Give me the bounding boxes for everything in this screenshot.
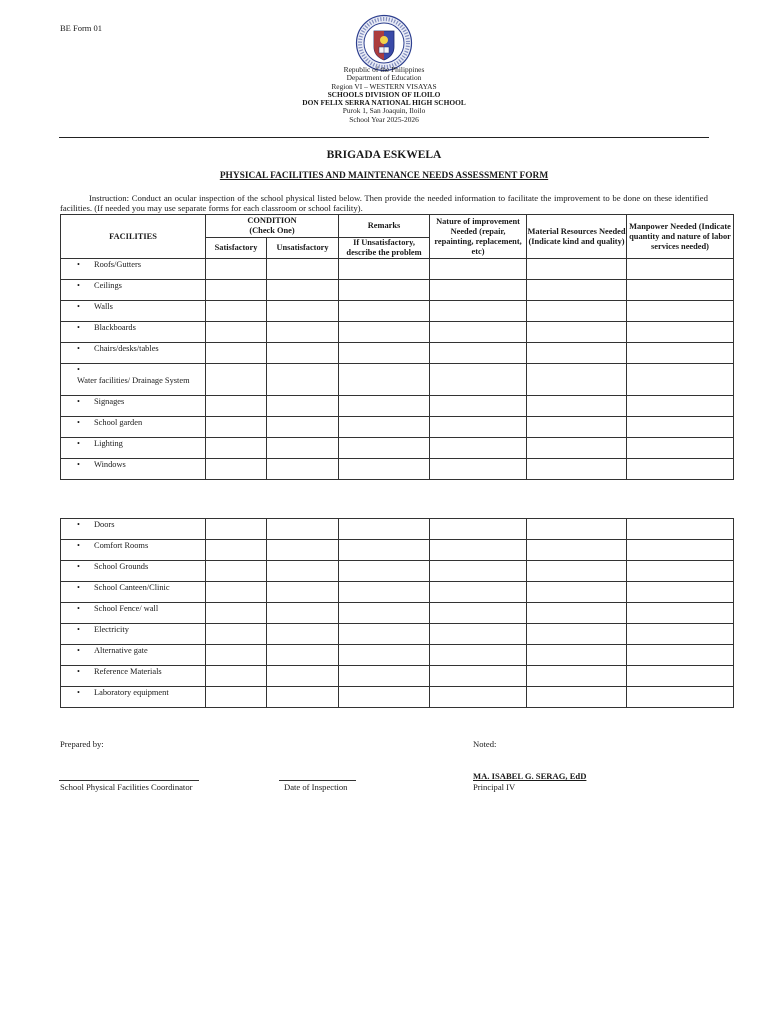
unsatisfactory-cell[interactable] — [267, 687, 339, 708]
principal-title: Principal IV — [473, 782, 516, 792]
manpower-cell[interactable] — [627, 519, 734, 540]
facility-cell — [61, 259, 206, 280]
facility-label: Alternative gate — [94, 646, 148, 655]
unsatisfactory-cell[interactable] — [267, 582, 339, 603]
facility-cell — [61, 519, 206, 540]
manpower-cell[interactable] — [627, 396, 734, 417]
table-row — [61, 582, 734, 603]
facility-label: School Grounds — [94, 562, 149, 571]
satisfactory-cell[interactable] — [206, 603, 267, 624]
facility-label: Water facilities/ Drainage System — [77, 376, 190, 385]
nature-cell[interactable] — [430, 561, 527, 582]
facilities-header: FACILITIES — [61, 215, 206, 259]
facility-label: Reference Materials — [94, 667, 162, 676]
facility-label: Signages — [94, 397, 125, 406]
table-row — [61, 301, 734, 322]
remarks-cell[interactable] — [339, 322, 430, 343]
satisfactory-cell[interactable] — [206, 624, 267, 645]
facility-label: Comfort Rooms — [94, 541, 149, 550]
header-divider — [59, 137, 709, 138]
date-signature-line[interactable] — [279, 780, 356, 781]
remarks-cell[interactable] — [339, 687, 430, 708]
deped-seal-icon — [355, 14, 413, 72]
manpower-cell[interactable] — [627, 624, 734, 645]
material-cell[interactable] — [527, 301, 627, 322]
bullet-icon: • — [77, 397, 80, 406]
remarks-header: Remarks — [339, 215, 430, 238]
bullet-icon: • — [77, 439, 80, 448]
material-cell[interactable] — [527, 540, 627, 561]
satisfactory-cell[interactable] — [206, 280, 267, 301]
satisfactory-cell[interactable] — [206, 301, 267, 322]
bullet-icon: • — [77, 323, 80, 332]
coordinator-signature-line[interactable] — [59, 780, 199, 781]
nature-cell[interactable] — [430, 624, 527, 645]
material-cell[interactable] — [527, 666, 627, 687]
facility-cell — [61, 459, 206, 480]
principal-name: MA. ISABEL G. SERAG, EdD — [473, 771, 587, 781]
bullet-icon: • — [77, 667, 80, 676]
remarks-cell[interactable] — [339, 561, 430, 582]
satisfactory-cell[interactable] — [206, 438, 267, 459]
unsatisfactory-cell[interactable] — [267, 364, 339, 396]
manpower-cell[interactable] — [627, 540, 734, 561]
condition-note: (Check One) — [249, 226, 295, 235]
unsatisfactory-cell[interactable] — [267, 322, 339, 343]
remarks-cell[interactable] — [339, 280, 430, 301]
bullet-icon: • — [77, 418, 80, 427]
bullet-icon: • — [77, 604, 80, 613]
nature-cell[interactable] — [430, 459, 527, 480]
satisfactory-cell[interactable] — [206, 417, 267, 438]
facility-cell — [61, 364, 206, 396]
nature-cell[interactable] — [430, 322, 527, 343]
satisfactory-cell[interactable] — [206, 687, 267, 708]
condition-header — [206, 215, 339, 238]
region-line: Region VI – WESTERN VISAYAS — [331, 81, 437, 91]
remarks-cell[interactable] — [339, 417, 430, 438]
facility-label: School garden — [94, 418, 143, 427]
nature-cell[interactable] — [430, 666, 527, 687]
satisfactory-cell[interactable] — [206, 343, 267, 364]
bullet-icon: • — [77, 688, 80, 697]
satisfactory-cell[interactable] — [206, 582, 267, 603]
facility-label: Ceilings — [94, 281, 122, 290]
material-cell[interactable] — [527, 519, 627, 540]
bullet-icon: • — [77, 562, 80, 571]
bullet-icon: • — [77, 541, 80, 550]
remarks-cell[interactable] — [339, 396, 430, 417]
facility-label: Lighting — [94, 439, 123, 448]
facility-cell — [61, 322, 206, 343]
manpower-cell[interactable] — [627, 438, 734, 459]
facility-cell — [61, 624, 206, 645]
table-row — [61, 603, 734, 624]
unsatisfactory-cell[interactable] — [267, 280, 339, 301]
facility-cell — [61, 666, 206, 687]
table-row — [61, 459, 734, 480]
bullet-icon: • — [77, 460, 80, 469]
unsatisfactory-cell[interactable] — [267, 540, 339, 561]
facility-label: Blackboards — [94, 323, 136, 332]
bullet-icon: • — [77, 625, 80, 634]
unsatisfactory-cell[interactable] — [267, 259, 339, 280]
material-cell[interactable] — [527, 259, 627, 280]
remarks-cell[interactable] — [339, 666, 430, 687]
nature-cell[interactable] — [430, 417, 527, 438]
satisfactory-cell[interactable] — [206, 259, 267, 280]
facility-label: Walls — [94, 302, 113, 311]
nature-cell[interactable] — [430, 603, 527, 624]
nature-cell[interactable] — [430, 396, 527, 417]
republic-line: Republic of the Philippines — [343, 65, 425, 74]
material-cell[interactable] — [527, 396, 627, 417]
unsatisfactory-cell[interactable] — [267, 438, 339, 459]
material-header: Material Resources Needed (Indicate kind and quality) — [527, 215, 627, 259]
satisfactory-cell[interactable] — [206, 666, 267, 687]
table-row — [61, 561, 734, 582]
bullet-icon: • — [77, 365, 80, 374]
material-cell[interactable] — [527, 459, 627, 480]
unsatisfactory-cell[interactable] — [267, 417, 339, 438]
nature-cell[interactable] — [430, 280, 527, 301]
facility-cell — [61, 417, 206, 438]
satisfactory-cell[interactable] — [206, 561, 267, 582]
form-subtitle: PHYSICAL FACILITIES AND MAINTENANCE NEEDS ASSESSMENT FORM — [219, 171, 549, 181]
assessment-table-part1 — [60, 214, 734, 480]
letterhead — [234, 66, 534, 124]
remarks-note-header: If Unsatisfactory, describe the problem — [339, 238, 430, 259]
table-row — [61, 519, 734, 540]
remarks-cell[interactable] — [339, 519, 430, 540]
bullet-icon: • — [77, 260, 80, 269]
satisfactory-cell[interactable] — [206, 459, 267, 480]
satisfactory-cell[interactable] — [206, 519, 267, 540]
facility-cell — [61, 582, 206, 603]
facility-cell — [61, 540, 206, 561]
unsatisfactory-cell[interactable] — [267, 645, 339, 666]
table-row — [61, 259, 734, 280]
table-row — [61, 438, 734, 459]
remarks-cell[interactable] — [339, 645, 430, 666]
material-cell[interactable] — [527, 438, 627, 459]
satisfactory-cell[interactable] — [206, 364, 267, 396]
noted-label: Noted: — [473, 739, 497, 749]
remarks-cell[interactable] — [339, 603, 430, 624]
manpower-cell[interactable] — [627, 582, 734, 603]
department-line: Department of Education — [346, 73, 422, 83]
material-cell[interactable] — [527, 322, 627, 343]
school-line: DON FELIX SERRA NATIONAL HIGH SCHOOL — [302, 98, 466, 108]
table-row — [61, 322, 734, 343]
table-row — [61, 666, 734, 687]
school-year-line: School Year 2025-2026 — [349, 114, 419, 124]
manpower-cell[interactable] — [627, 322, 734, 343]
nature-cell[interactable] — [430, 582, 527, 603]
unsatisfactory-cell[interactable] — [267, 666, 339, 687]
nature-cell[interactable] — [430, 687, 527, 708]
manpower-cell[interactable] — [627, 364, 734, 396]
material-cell[interactable] — [527, 343, 627, 364]
remarks-cell[interactable] — [339, 343, 430, 364]
satisfactory-cell[interactable] — [206, 540, 267, 561]
date-label: Date of Inspection — [284, 782, 348, 792]
satisfactory-cell[interactable] — [206, 396, 267, 417]
manpower-cell[interactable] — [627, 603, 734, 624]
manpower-cell[interactable] — [627, 343, 734, 364]
manpower-cell[interactable] — [627, 645, 734, 666]
facility-label: School Fence/ wall — [94, 604, 159, 613]
remarks-cell[interactable] — [339, 364, 430, 396]
division-line: SCHOOLS DIVISION OF ILOILO — [327, 89, 441, 99]
facility-cell — [61, 645, 206, 666]
nature-cell[interactable] — [430, 343, 527, 364]
manpower-cell[interactable] — [627, 280, 734, 301]
nature-cell[interactable] — [430, 301, 527, 322]
unsatisfactory-cell[interactable] — [267, 396, 339, 417]
satisfactory-cell[interactable] — [206, 322, 267, 343]
material-cell[interactable] — [527, 561, 627, 582]
facility-cell — [61, 603, 206, 624]
nature-cell[interactable] — [430, 519, 527, 540]
facility-label: Roofs/Gutters — [94, 260, 141, 269]
facility-label: Electricity — [94, 625, 129, 634]
satisfactory-header: Satisfactory — [206, 238, 267, 259]
remarks-cell[interactable] — [339, 459, 430, 480]
table-row — [61, 687, 734, 708]
bullet-icon: • — [77, 520, 80, 529]
table-row — [61, 343, 734, 364]
unsatisfactory-cell[interactable] — [267, 561, 339, 582]
form-title: BRIGADA ESKWELA — [326, 149, 442, 161]
coordinator-title: School Physical Facilities Coordinator — [60, 782, 193, 792]
nature-cell[interactable] — [430, 259, 527, 280]
bullet-icon: • — [77, 583, 80, 592]
unsatisfactory-header: Unsatisfactory — [267, 238, 339, 259]
manpower-cell[interactable] — [627, 687, 734, 708]
facility-cell — [61, 396, 206, 417]
facility-label: Doors — [94, 520, 115, 529]
facility-cell — [61, 438, 206, 459]
table-row — [61, 280, 734, 301]
table-row — [61, 540, 734, 561]
facility-cell — [61, 301, 206, 322]
unsatisfactory-cell[interactable] — [267, 343, 339, 364]
facility-label: School Canteen/Clinic — [94, 583, 170, 592]
table-row — [61, 645, 734, 666]
nature-cell[interactable] — [430, 540, 527, 561]
condition-label: CONDITION — [247, 216, 297, 225]
material-cell[interactable] — [527, 624, 627, 645]
remarks-cell[interactable] — [339, 259, 430, 280]
bullet-icon: • — [77, 646, 80, 655]
facility-label: Laboratory equipment — [94, 688, 169, 697]
nature-cell[interactable] — [430, 364, 527, 396]
manpower-cell[interactable] — [627, 561, 734, 582]
manpower-cell[interactable] — [627, 259, 734, 280]
facility-cell — [61, 343, 206, 364]
manpower-cell[interactable] — [627, 666, 734, 687]
unsatisfactory-cell[interactable] — [267, 624, 339, 645]
facility-cell — [61, 687, 206, 708]
remarks-cell[interactable] — [339, 540, 430, 561]
material-cell[interactable] — [527, 645, 627, 666]
remarks-cell[interactable] — [339, 582, 430, 603]
table-row — [61, 624, 734, 645]
manpower-cell[interactable] — [627, 301, 734, 322]
material-cell[interactable] — [527, 582, 627, 603]
nature-cell[interactable] — [430, 645, 527, 666]
material-cell[interactable] — [527, 417, 627, 438]
unsatisfactory-cell[interactable] — [267, 301, 339, 322]
bullet-icon: • — [77, 302, 80, 311]
facility-cell — [61, 280, 206, 301]
material-cell[interactable] — [527, 364, 627, 396]
facility-label: Chairs/desks/tables — [94, 344, 159, 353]
remarks-cell[interactable] — [339, 438, 430, 459]
manpower-cell[interactable] — [627, 459, 734, 480]
instruction-text: Instruction: Conduct an ocular inspection of the school physical listed below. Then provide the needed information to facilitate the improvement to be done on these identified facilities. (If needed you may use separate forms for each classroom or school facility). — [60, 193, 708, 213]
unsatisfactory-cell[interactable] — [267, 459, 339, 480]
material-cell[interactable] — [527, 603, 627, 624]
assessment-table-part2 — [60, 518, 734, 708]
prepared-by-label: Prepared by: — [60, 739, 104, 749]
table-row — [61, 364, 734, 396]
remarks-cell[interactable] — [339, 301, 430, 322]
nature-cell[interactable] — [430, 438, 527, 459]
manpower-header: Manpower Needed (Indicate quantity and nature of labor services needed) — [627, 215, 734, 259]
form-code: BE Form 01 — [60, 23, 103, 33]
bullet-icon: • — [77, 281, 80, 290]
address-line: Purok 1, San Joaquin, Iloilo — [342, 106, 426, 116]
material-cell[interactable] — [527, 280, 627, 301]
satisfactory-cell[interactable] — [206, 645, 267, 666]
manpower-cell[interactable] — [627, 417, 734, 438]
material-cell[interactable] — [527, 687, 627, 708]
facility-cell — [61, 561, 206, 582]
facility-label: Windows — [94, 460, 126, 469]
nature-header: Nature of improvement Needed (repair, repainting, replacement, etc) — [430, 215, 527, 259]
bullet-icon: • — [77, 344, 80, 353]
table-row — [61, 396, 734, 417]
table-row — [61, 417, 734, 438]
unsatisfactory-cell[interactable] — [267, 603, 339, 624]
unsatisfactory-cell[interactable] — [267, 519, 339, 540]
remarks-cell[interactable] — [339, 624, 430, 645]
